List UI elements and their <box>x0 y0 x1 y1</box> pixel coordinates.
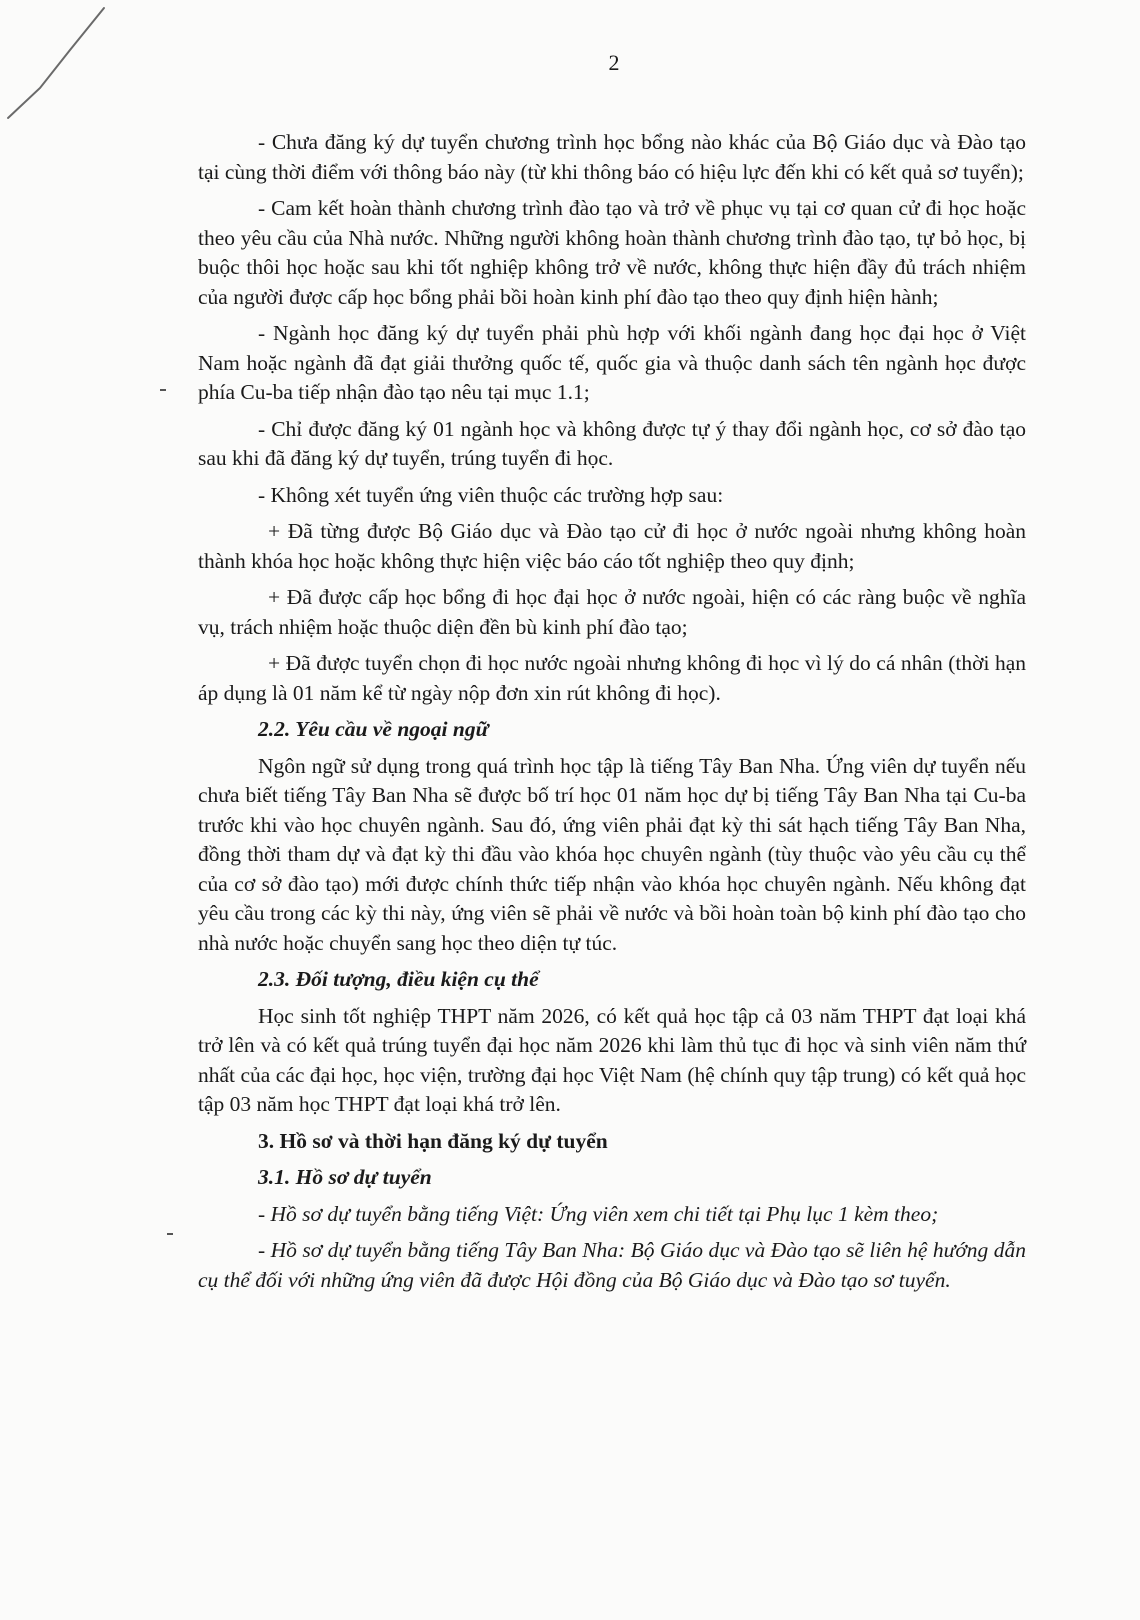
section-heading-2-2: 2.2. Yêu cầu về ngoại ngữ <box>258 717 489 741</box>
paragraph: - Chỉ được đăng ký 01 ngành học và không được tự ý thay đổi ngành học, cơ sở đào tạo sau khi đã đăng ký dự tuyển, trúng tuyển đi học. <box>198 416 1026 470</box>
margin-mark <box>160 389 166 391</box>
paragraph: + Đã được cấp học bổng đi học đại học ở nước ngoài, hiện có các ràng buộc về nghĩa vụ, trách nhiệm hoặc thuộc diện đền bù kinh phí đào tạo; <box>198 585 1026 639</box>
paragraph: + Đã được tuyển chọn đi học nước ngoài nhưng không đi học vì lý do cá nhân (thời hạn áp dụng là 01 năm kể từ ngày nộp đơn xin rút không đi học). <box>198 651 1026 705</box>
margin-mark <box>167 1233 173 1235</box>
paragraph: - Hồ sơ dự tuyển bằng tiếng Việt: Ứng viên xem chi tiết tại Phụ lục 1 kèm theo; <box>258 1201 939 1226</box>
paragraph: - Chưa đăng ký dự tuyển chương trình học bổng nào khác của Bộ Giáo dục và Đào tạo tại cùng thời điểm với thông báo này (từ khi thông báo có hiệu lực đến khi có kết quả sơ tuyển); <box>198 130 1026 184</box>
page-number: 2 <box>608 50 620 75</box>
paragraph: Ngôn ngữ sử dụng trong quá trình học tập là tiếng Tây Ban Nha. Ứng viên dự tuyển nếu chưa biết tiếng Tây Ban Nha sẽ được bố trí học 01 năm học dự bị tiếng Tây Ban Nha tại Cu-ba trước khi vào học chuyên ngành. Sau đó, ứng viên phải đạt kỳ thi sát hạch tiếng Tây Ban Nha, đồng thời tham dự và đạt kỳ thi đầu vào khóa học chuyên ngành (tùy thuộc vào yêu cầu cụ thể của cơ sở đào tạo) mới được chính thức tiếp nhận vào khóa học chuyên ngành. Nếu không đạt yêu cầu trong các kỳ thi này, ứng viên sẽ phải về nước và bồi hoàn toàn bộ kinh phí đào tạo cho nhà nước hoặc chuyển sang học theo diện tự túc. <box>198 753 1026 955</box>
paragraph: - Hồ sơ dự tuyển bằng tiếng Tây Ban Nha: Bộ Giáo dục và Đào tạo sẽ liên hệ hướng dẫn cụ thể đối với những ứng viên đã được Hội đồng của Bộ Giáo dục và Đào tạo sơ tuyển. <box>198 1238 1026 1292</box>
paragraph: - Ngành học đăng ký dự tuyển phải phù hợp với khối ngành đang học đại học ở Việt Nam hoặc ngành đã đạt giải thưởng quốc tế, quốc gia và thuộc danh sách tên ngành học được phía Cu-ba tiếp nhận đào tạo nêu tại mục 1.1; <box>198 321 1026 404</box>
paragraph: - Cam kết hoàn thành chương trình đào tạo và trở về phục vụ tại cơ quan cử đi học hoặc theo yêu cầu của Nhà nước. Những người không hoàn thành chương trình đào tạo, tự bỏ học, bị buộc thôi học hoặc sau khi tốt nghiệp không trở về nước, không thực hiện đầy đủ trách nhiệm của người được cấp học bổng phải bồi hoàn kinh phí đào tạo theo quy định hiện hành; <box>198 196 1026 309</box>
section-heading-2-3: 2.3. Đối tượng, điều kiện cụ thể <box>258 967 539 991</box>
section-heading-3-1: 3.1. Hồ sơ dự tuyển <box>258 1165 432 1189</box>
document-body <box>198 128 1026 1302</box>
section-heading-3: 3. Hồ sơ và thời hạn đăng ký dự tuyển <box>258 1128 608 1153</box>
paragraph: Học sinh tốt nghiệp THPT năm 2026, có kết quả học tập cả 03 năm THPT đạt loại khá trở lên và có kết quả trúng tuyển đại học năm 2026 khi làm thủ tục đi học và sinh viên năm thứ nhất của các đại học, học viện, trường đại học Việt Nam (hệ chính quy tập trung) có kết quả học tập 03 năm học THPT đạt loại khá trở lên. <box>198 1003 1026 1116</box>
paragraph: + Đã từng được Bộ Giáo dục và Đào tạo cử đi học ở nước ngoài nhưng không hoàn thành khóa học hoặc không thực hiện việc báo cáo tốt nghiệp theo quy định; <box>198 519 1026 573</box>
paragraph: - Không xét tuyển ứng viên thuộc các trường hợp sau: <box>258 482 724 507</box>
